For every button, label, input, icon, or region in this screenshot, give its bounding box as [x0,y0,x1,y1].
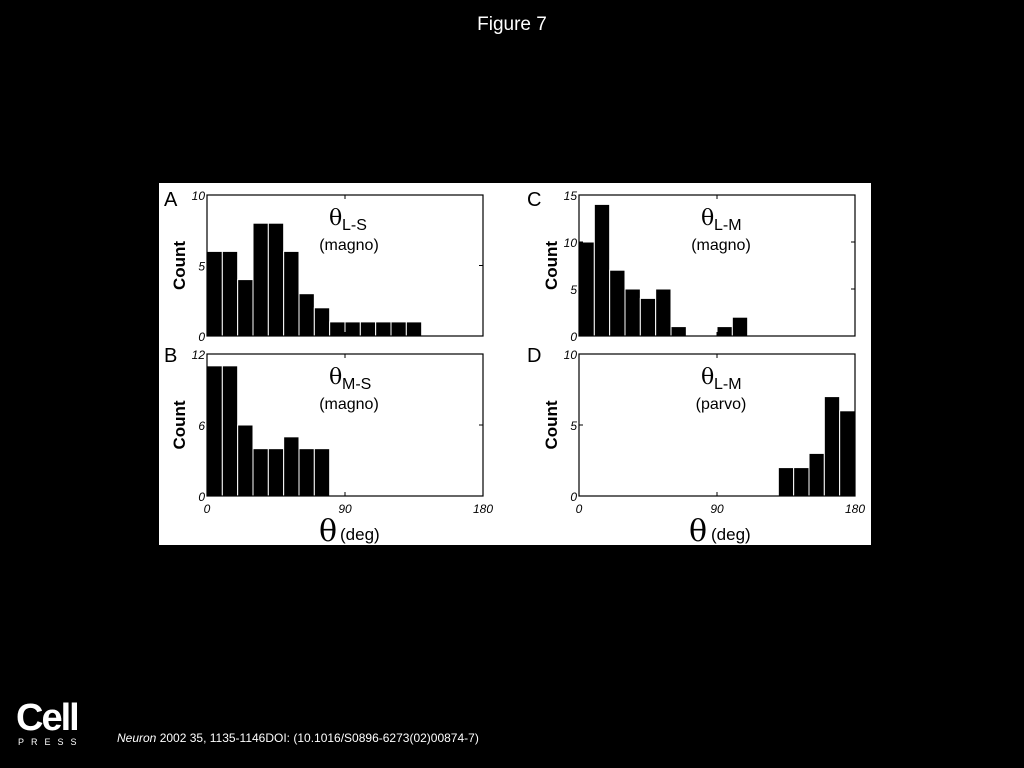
panel-letter: D [527,345,542,367]
histogram-bar [330,322,345,336]
panel-letter: A [164,189,178,211]
histogram-bar [625,289,640,336]
x-tick-label: 0 [575,502,583,516]
annotation-theta: θ [701,206,715,231]
histogram-bar [824,397,839,496]
y-tick-label: 0 [570,490,577,504]
histogram-bar [732,317,747,336]
y-tick-label: 5 [570,283,577,297]
annotation-theta: θ [329,365,343,390]
histogram-bar [268,449,283,496]
y-tick-label: 0 [198,490,205,504]
x-tick-label: 180 [472,502,494,516]
histogram-bar [238,425,253,496]
y-tick-label: 15 [563,189,577,203]
citation-journal: Neuron [117,731,157,745]
panel-letter: C [527,189,542,211]
histogram-figure [159,183,871,545]
histogram-bar [610,270,625,336]
histogram-bar [299,294,314,336]
annotation-subscript: L-M [714,217,742,234]
y-axis-label: Count [170,240,189,291]
histogram-bar [345,322,360,336]
y-tick-label: 5 [570,419,577,433]
histogram-bar [253,449,268,496]
annotation-cell-type: (magno) [691,237,751,254]
y-axis-label: Count [170,400,189,450]
histogram-bar [391,322,406,336]
annotation-cell-type: (parvo) [695,396,747,413]
annotation-subscript: M-S [342,376,372,393]
histogram-bar [794,468,809,496]
histogram-bar [314,449,329,496]
x-tick-label: 0 [203,502,211,516]
y-axis-label: Count [542,400,561,450]
annotation-cell-type: (magno) [319,396,379,413]
logo-word: Cell [16,697,78,739]
y-tick-label: 10 [563,348,577,362]
y-tick-label: 0 [570,330,577,344]
histogram-bar [207,251,222,336]
y-axis-label: Count [542,240,561,291]
histogram-bar [284,251,299,336]
figure-title: Figure 7 [477,14,547,35]
histogram-bar [809,453,824,496]
histogram-bar [406,322,421,336]
histogram-bar [253,223,268,336]
y-tick-label: 10 [191,189,205,203]
histogram-bar [238,280,253,336]
histogram-bar [222,366,237,496]
x-tick-label: 90 [338,502,352,516]
histogram-bar [299,449,314,496]
histogram-bar [671,327,686,336]
citation [117,731,479,745]
cell-press-logo [16,697,86,749]
annotation-cell-type: (magno) [319,237,379,254]
logo-press: PRESS [18,737,84,747]
histogram-bar [376,322,391,336]
x-axis-label-unit-right: (deg) [711,525,751,544]
histogram-bar [222,251,237,336]
annotation-theta: θ [329,206,343,231]
y-tick-label: 12 [191,348,205,362]
y-tick-label: 10 [563,236,577,250]
histogram-bar [717,327,732,336]
x-axis-label-theta-right: θ [689,514,708,545]
histogram-bar [360,322,375,336]
histogram-bar [656,289,671,336]
x-axis-label-unit-left: (deg) [340,525,380,544]
histogram-bar [840,411,855,496]
x-tick-label: 180 [844,502,866,516]
histogram-bar [268,223,283,336]
histogram-bar [207,366,222,496]
citation-details: 2002 35, 1135-1146DOI: (10.1016/S0896-6273(02)00874-7) [156,731,479,745]
annotation-subscript: L-M [714,376,742,393]
x-tick-label: 90 [710,502,724,516]
y-tick-label: 5 [198,259,205,274]
annotation-subscript: L-S [342,217,367,234]
histogram-bar [594,204,609,336]
x-axis-label-theta-left: θ [319,514,338,545]
y-tick-label: 0 [198,330,205,344]
histogram-bar [640,298,655,336]
annotation-theta: θ [701,365,715,390]
panel-letter: B [164,345,178,367]
histogram-bar [284,437,299,496]
histogram-bar [778,468,793,496]
histogram-bar [314,308,329,336]
y-tick-label: 6 [198,419,205,433]
